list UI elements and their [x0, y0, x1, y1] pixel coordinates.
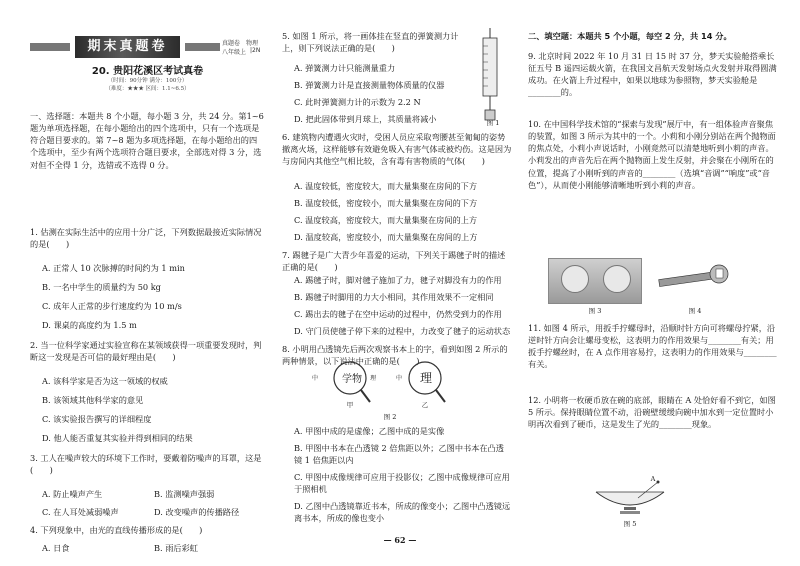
option-8c: C. 甲图中成像规律可应用于投影仪；乙图中成像规律可应用于照相机	[294, 472, 510, 495]
question-9: 9. 北京时间 2022 年 10 月 31 日 15 时 37 分，梦天实验舱搭乘长征五号 B 遥四运载火箭，在我国文昌航天发射场点火发射并取得圆满成功。在火箭上升过程中，如果以地球为参照物，梦天实验舱是________的。	[528, 51, 777, 98]
banner-bar-right	[185, 43, 220, 51]
question-5: 5. 如图 1 所示，将一画体挂在竖直的弹簧测力计上，则下列说法正确的是( )	[282, 31, 459, 54]
fig5-eye-label: A	[650, 475, 656, 483]
option-1d: D. 课桌的高度约为 1.5 m	[42, 320, 137, 330]
fig2-right-word: 理	[419, 371, 432, 385]
option-2c: C. 该实验报告撰写的详细程度	[42, 414, 152, 424]
option-4b: B. 雨后彩虹	[154, 543, 198, 553]
figure-4-caption: 图 4	[688, 307, 702, 315]
section-choice-title: 一、选择题：本题共 8 个小题，每小题 3 分，共 24 分。第1~6题为单项选择题，在每小题给出的四个选项中，只有一个选项是符合题目要求的。第 7~8 题为多项选择题，在每小题给出的四个选项中，至少有两个选项符合题目要求，全部选对得 3 分，选对但不全得 1 分，选错或不选得 0 分。	[30, 111, 264, 170]
option-3a: A. 防止噪声产生	[42, 489, 103, 499]
option-5b: B. 弹簧测力计是直接测量物体质量的仪器	[294, 80, 445, 90]
fig2-left-tail: 理	[369, 375, 376, 382]
brand-title: 期末真题卷	[75, 36, 180, 58]
bowl-coin-figure	[590, 478, 670, 518]
question-10: 10. 在中国科学技术馆的“探索与发现”展厅中，有一组体验声音聚焦的装置，如图 3 所示为其中的一个。小莉和小刚分别站在两个抛物面的焦点处，小莉小声说话时，小刚竟然可以清楚地听到小莉的声音。小莉发出的声音先后在两个抛物面上发生反射，并会聚在小刚所在的位置，提高了小刚听到的声音的________（选填“音调”“响度”或“音色”），从而使小刚能够清晰地听到小莉的声音。	[528, 119, 776, 190]
option-3b: B. 监测噪声强弱	[154, 489, 215, 499]
option-5c: C. 此时弹簧测力计的示数为 2.2 N	[294, 97, 421, 107]
series-label: 真题卷	[222, 40, 241, 47]
page-number: — 62 —	[383, 535, 417, 545]
question-6: 6. 建筑物内遭遇火灾时，受困人员应采取弯腰甚至匍匐的姿势撤离火场，这样能够有效避免吸入有害气体或被灼伤。这是因为与房间内其他空气相比较，含有毒有害物质的气体( )	[282, 132, 512, 167]
magnifier-figure	[310, 360, 470, 408]
grade-label: 八年级上	[222, 49, 247, 56]
option-1c: C. 成年人正常的步行速度约为 10 m/s	[42, 301, 182, 311]
paper-meta-time: （时间：90分钟 满分：100分）	[107, 78, 188, 84]
question-3: 3. 工人在噪声较大的环境下工作时，要戴着防噪声的耳罩，这是( )	[30, 453, 262, 476]
option-2d: D. 他人能否重复其实验并得到相同的结果	[42, 433, 193, 443]
option-8d: D. 乙图中凸透镜靠近书本，所成的像变小；乙图中凸透镜远离书本，所成的像也变小	[294, 501, 511, 524]
option-2b: B. 该领域其他科学家的意见	[42, 395, 144, 405]
option-7a: A. 踢毽子时，脚对毽子施加了力，毽子对脚没有力的作用	[294, 275, 502, 285]
option-6c: C. 温度较高，密度较大，而大量集聚在房间的上方	[294, 215, 478, 225]
figure-2-caption: 图 2	[383, 413, 397, 421]
option-7c: C. 踢出去的毽子在空中运动的过程中，仍然受到力的作用	[294, 309, 502, 319]
wrench-figure	[655, 258, 735, 302]
sound-focus-photo	[548, 258, 642, 304]
question-4: 4. 下列现象中，由光的直线传播形成的是( )	[30, 525, 203, 535]
option-7d: D. 守门员使毽子停下来的过程中，力改变了毽子的运动状态	[294, 326, 511, 336]
option-3d: D. 改变噪声的传播路径	[154, 507, 240, 517]
fig2-right-label: 中	[395, 375, 402, 382]
fig2-yi-label: 乙	[421, 401, 429, 409]
option-6d: D. 温度较高，密度较小，而大量集聚在房间的上方	[294, 232, 478, 242]
option-2a: A. 该科学家是否为这一领域的权威	[42, 376, 168, 386]
option-4a: A. 日食	[42, 543, 70, 553]
fig2-left-label: 中	[311, 375, 318, 382]
figure-3-caption: 图 3	[588, 307, 602, 315]
fig2-jia-label: 甲	[346, 401, 354, 409]
question-8: 8. 小明用凸透镜先后两次观察书本上的字，看到如图 2 所示的两种情景，以下说法中正确的是( )	[282, 344, 508, 367]
option-5d: D. 把此固体带到月球上，其质量将减小	[294, 114, 437, 124]
question-12: 12. 小明将一枚硬币放在碗的底部，眼睛在 A 处恰好看不到它，如图 5 所示。保持眼睛位置不动，沿碗壁缓缓向碗中加水到一定位置时小明再次看到了硬币，这是发生了光的________现象。	[528, 395, 776, 430]
paper-title: 20. 贵阳花溪区考试真卷	[91, 66, 204, 77]
paper-meta-difficulty: （难度：★★★ 区间：1.1~6.5）	[105, 86, 190, 92]
figure-5-caption: 图 5	[623, 520, 637, 528]
header-banner	[30, 36, 265, 60]
banner-bar-left	[30, 43, 70, 51]
option-7b: B. 踢毽子时脚用的力大小相同，其作用效果不一定相同	[294, 292, 494, 302]
spring-scale-figure	[470, 28, 510, 128]
fig2-left-word: 学物	[342, 374, 362, 385]
option-8b: B. 甲图中书本在凸透镜 2 倍焦距以外；乙图中书本在凸透镜 1 倍焦距以内	[294, 443, 504, 466]
question-7: 7. 踢毽子是广大青少年喜爱的运动，下列关于踢毽子时的描述正确的是( )	[282, 250, 506, 273]
option-6b: B. 温度较低，密度较小，而大量集聚在房间的下方	[294, 198, 478, 208]
option-6a: A. 温度较低，密度较大，而大量集聚在房间的下方	[294, 181, 478, 191]
subject-label: 物理	[246, 40, 259, 47]
option-1a: A. 正常人 10 次脉搏的时间约为 1 min	[42, 263, 185, 273]
option-1b: B. 一名中学生的质量约为 50 kg	[42, 282, 161, 292]
option-3c: C. 在人耳处减弱噪声	[42, 507, 119, 517]
option-5a: A. 弹簧测力计只能测量重力	[294, 63, 396, 73]
figure-1-caption: 图 1	[486, 119, 500, 127]
question-2: 2. 当一位科学家通过实验宣称在某领域获得一项重要发现时，判断这一发现是否可信的最好理由是( )	[30, 340, 262, 363]
question-11: 11. 如图 4 所示，用扳手拧螺母时，沿顺时针方向可将螺母拧紧，沿逆时针方向会让螺母变松，这表明力的作用效果与________有关；用扳手拧螺丝时，在 A 点作用容易拧，这表明力的作用效果与________有关。	[528, 323, 777, 370]
section-fill-title: 二、填空题：本题共 5 个小题，每空 2 分，共 14 分。	[528, 31, 732, 41]
option-8a: A. 甲图中成的是虚像；乙图中成的是实像	[294, 426, 445, 436]
edition-label: |2N	[250, 47, 261, 54]
question-1: 1. 估测在实际生活中的应用十分广泛，下列数据最接近实际情况的是( )	[30, 227, 262, 250]
